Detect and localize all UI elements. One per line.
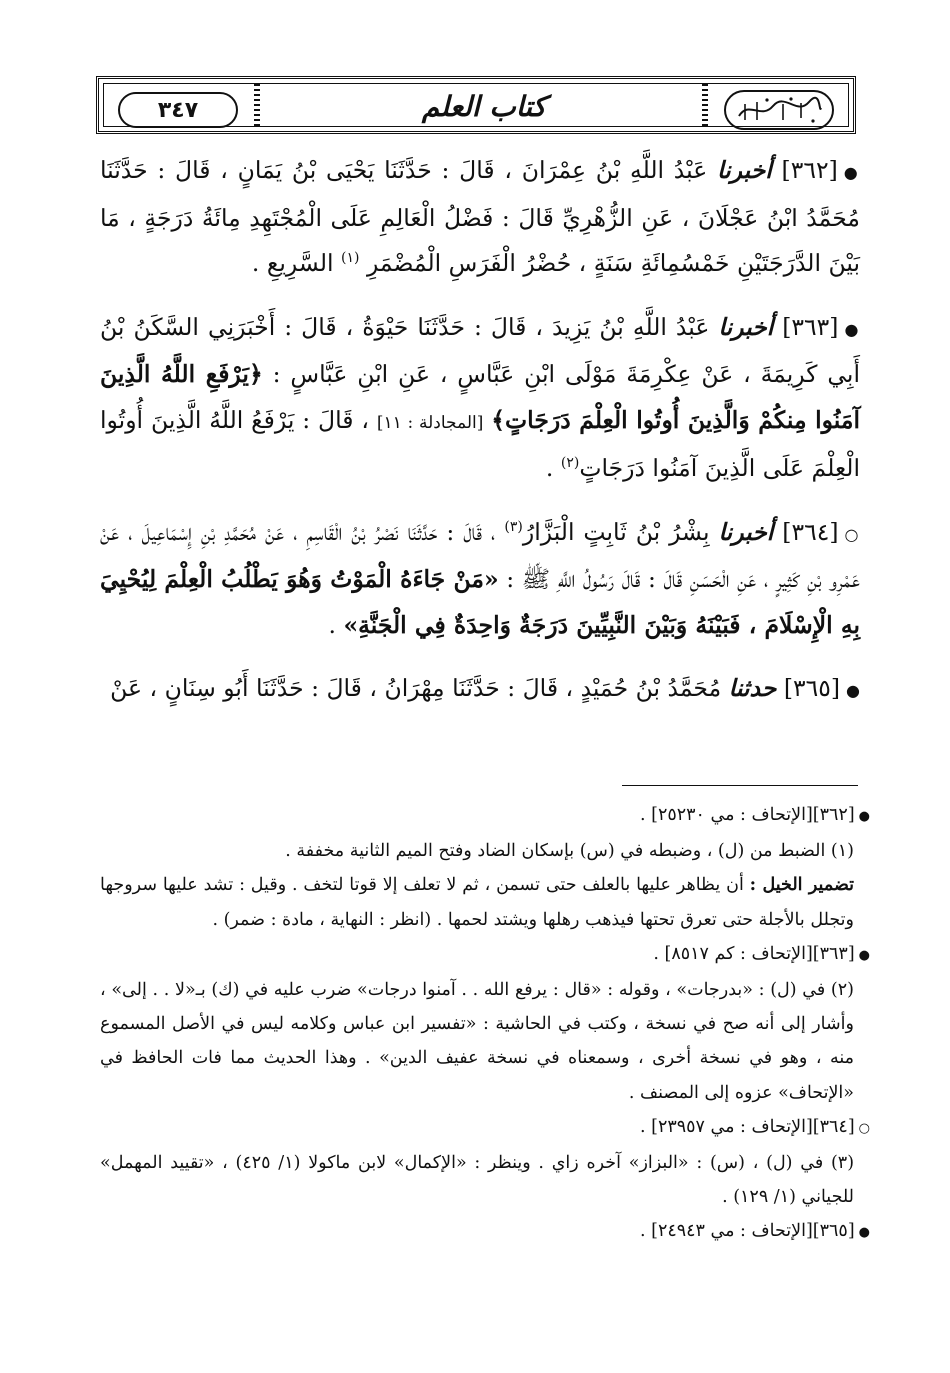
frame-ornament-left xyxy=(254,84,260,126)
main-text xyxy=(100,148,860,732)
hadith-number: [٣٦٢] xyxy=(781,156,838,184)
glossary-term: تضمير الخيل : xyxy=(749,875,854,896)
hadith-text-end: . xyxy=(328,610,336,639)
hadith-number: [٣٦٤] xyxy=(782,517,839,546)
transmission-formula: حدثنا xyxy=(728,674,777,702)
hadith-364 xyxy=(100,510,860,649)
hadith-363 xyxy=(100,305,860,492)
hadith-text: مُحَمَّدُ بْنُ حُمَيْدٍ ، قَالَ : حَدَّثَنَا مِهْرَانُ ، قَالَ : حَدَّثَنَا أَبُو سِنَانٍ ، عَنْ xyxy=(110,674,722,702)
page-number: ٣٤٧ xyxy=(118,92,238,128)
footnote-text: [٣٦٢][الإتحاف : مي ٢٥٢٣٠] . xyxy=(639,805,855,825)
hadith-marker: ● xyxy=(844,319,860,339)
footnote-ref-365 xyxy=(100,1214,870,1250)
book-title: كتاب العلم xyxy=(421,90,547,123)
footnotes xyxy=(100,798,870,1251)
hadith-number: [٣٦٥] xyxy=(783,674,841,702)
footnote-marker: ● xyxy=(858,809,870,824)
footnote-ref-364 xyxy=(100,1110,870,1146)
hadith-number: [٣٦٣] xyxy=(782,312,839,341)
footnote-text: (٣) في (ل) ، (س) : «البزاز» آخره زاي . وينظر : «الإكمال» لابن ماكولا (١/ ٤٢٥) ، «تقييد المهمل» للجياني (١/ ١٢٩) . xyxy=(100,1153,855,1208)
page-header xyxy=(96,76,856,134)
hadith-marker: ● xyxy=(843,163,860,182)
footnote-marker: ● xyxy=(858,947,870,963)
footnote-ref: (٣) xyxy=(504,518,523,535)
musnad-seal-logo xyxy=(724,90,834,130)
prophetic-saying: «مَنْ جَاءَهُ الْمَوْتُ وَهُوَ يَطْلُبُ الْعِلْمَ لِيُحْيِيَ بِهِ الْإِسْلَامَ ، فَبَيْنَهُ وَبَيْنَ النَّبِيِّينَ دَرَجَةٌ وَاحِدَةٌ فِي الْجَنَّةِ» xyxy=(100,565,860,639)
footnote-marker: ○ xyxy=(858,1120,870,1136)
footnote-text: [٣٦٤][الإتحاف : مي ٢٣٩٥٧] . xyxy=(639,1116,855,1137)
transmission-formula: أخبرنا xyxy=(718,312,774,341)
footnote-3 xyxy=(100,1146,870,1214)
footnote-1 xyxy=(100,834,870,868)
quran-reference: [المجادلة : ١١] xyxy=(376,412,484,433)
hadith-marker: ● xyxy=(846,681,860,700)
hadith-text-middle: ، قَالَ : حَدَّثَنَا نَصْرُ بْنُ الْقَاسِمِ ، عَنْ مُحَمَّدِ بْنِ إِسْمَاعِيلَ ، عَنْ عَمْرِو بْنِ كَثِيرٍ ، عَنِ الْحَسَنِ قَالَ : قَالَ رَسُولُ اللَّهِ ﷺ : xyxy=(100,517,860,593)
transmission-formula: أخبرنا xyxy=(718,517,774,546)
footnote-text: أن يظاهر عليها بالعلف حتى تسمن ، ثم لا تعلف إلا قوتا لتخف . وقيل : تشد عليها سروجها وتجلل بالأجلة حتى تعرق تحتها فيذهب رهلها ويشتد لحمها . (انظر : النهاية ، مادة : ضمر) . xyxy=(100,875,854,930)
footnote-ref: (١) xyxy=(341,250,360,267)
footnote-ref-362 xyxy=(100,798,870,834)
footnote-divider xyxy=(622,785,858,786)
hadith-text: عَبْدُ اللَّهِ بْنُ عِمْرَانَ ، قَالَ : حَدَّثَنَا يَحْيَى بْنُ يَمَانٍ ، قَالَ : حَدَّثَنَا مُحَمَّدُ ابْنُ عَجْلَانَ ، عَنِ الزُّهْرِيِّ قَالَ : فَضْلُ الْعَالِمِ عَلَى الْمُجْتَهِدِ مِائَةُ دَرَجَةٍ ، مَا بَيْنَ الدَّرَجَتَيْنِ خَمْسُمِائَةِ سَنَةٍ ، حُضْرُ الْفَرَسِ الْمُضْمَرِ xyxy=(100,156,860,277)
footnote-marker: ● xyxy=(858,1225,870,1241)
header-frame xyxy=(103,83,849,127)
footnote-text: (٢) في (ل) : «بدرجات» ، وقوله : «قال : يرفع الله . . آمنوا درجات» ضرب عليه في (ك) بـ«لا . . إلى» ، وأشار إلى أنه صح في نسخة ، وكتب في الحاشية : «تفسير ابن عباس وكلامه ليس في الأصل المسموع منه ، وهو في نسخة أخرى ، وسمعناه في نسخة عفيف الدين» . وهذا الحديث مما فات الحافظ في «الإتحاف» عزوه إلى المصنف . xyxy=(100,980,854,1103)
footnote-text: [٣٦٥][الإتحاف : مي ٢٤٩٤٣] . xyxy=(639,1221,855,1242)
frame-ornament-right xyxy=(702,84,708,126)
quran-verse: ﴿يَرْفَعِ اللَّهُ الَّذِينَ آمَنُوا مِنكُمْ وَالَّذِينَ أُوتُوا الْعِلْمَ دَرَجَاتٍ﴾ xyxy=(100,360,860,434)
footnote-text: (١) الضبط من (ل) ، وضبطه في (س) بإسكان الضاد وفتح الميم الثانية مخففة . xyxy=(285,841,854,862)
footnote-text: [٣٦٣][الإتحاف : كم ٨٥١٧] . xyxy=(653,943,855,964)
footnote-ref-363 xyxy=(100,937,870,973)
hadith-text-end: . xyxy=(545,454,554,482)
hadith-365 xyxy=(100,666,860,714)
hadith-marker: ○ xyxy=(844,524,860,544)
footnote-2 xyxy=(100,973,870,1110)
transmission-formula: أخبرنا xyxy=(716,156,772,184)
footnote-ref: (٢) xyxy=(560,455,580,472)
hadith-text: عَبْدُ اللَّهِ بْنُ يَزِيدَ ، قَالَ : حَدَّثَنَا حَيْوَةُ ، قَالَ : أَخْبَرَنِي السَّكَنُ بْنُ أَبِي كَرِيمَةَ ، عَنْ عِكْرِمَةَ مَوْلَى ابْنِ عَبَّاسٍ ، عَنِ ابْنِ عَبَّاسٍ : xyxy=(100,312,860,388)
footnote-term xyxy=(100,868,870,936)
hadith-text: بِشْرُ بْنُ ثَابِتٍ الْبَزَّارُ xyxy=(522,517,710,546)
hadith-text-middle: ، قَالَ : يَرْفَعُ اللَّهُ الَّذِينَ أُوتُوا الْعِلْمَ عَلَى الَّذِينَ آمَنُوا دَرَجَاتٍ xyxy=(100,405,860,482)
hadith-362 xyxy=(100,148,860,287)
seal-calligraphy-icon xyxy=(731,94,827,126)
hadith-text-end: السَّرِيعِ . xyxy=(251,249,334,277)
